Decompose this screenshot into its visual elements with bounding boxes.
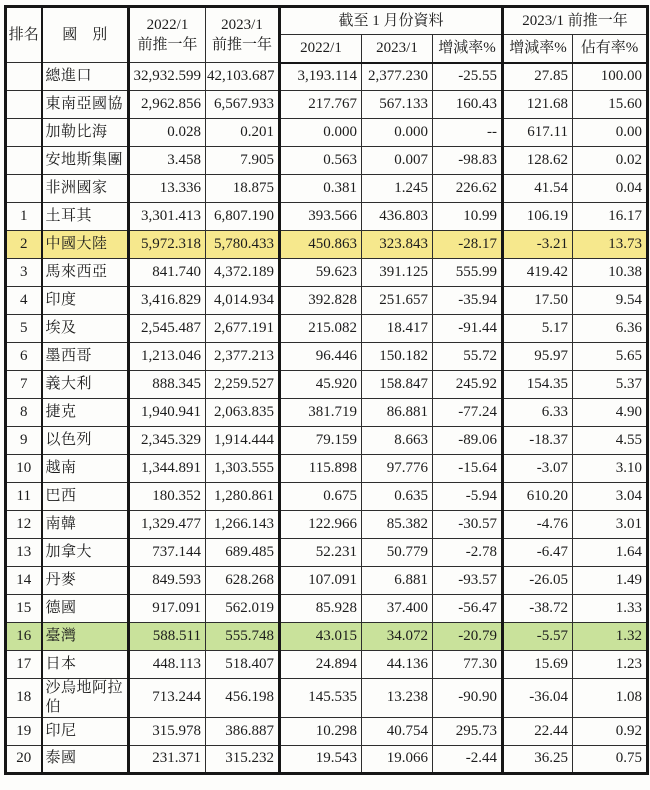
header-2023-prev-year — [206, 7, 280, 63]
country-cell: 臺灣 — [42, 623, 129, 651]
rank-cell: 3 — [6, 259, 42, 287]
value-cell: 323.843 — [362, 231, 433, 259]
value-cell: 13.238 — [362, 679, 433, 718]
value-cell: 0.02 — [573, 147, 648, 175]
value-cell: 3.01 — [573, 511, 648, 539]
value-cell: 86.881 — [362, 399, 433, 427]
value-cell: 3,301.413 — [129, 203, 206, 231]
value-cell: 2,063.835 — [206, 399, 280, 427]
value-cell: 6.33 — [503, 399, 573, 427]
country-cell: 越南 — [42, 455, 129, 483]
rank-cell — [6, 119, 42, 147]
value-cell: -18.37 — [503, 427, 573, 455]
country-cell: 安地斯集團 — [42, 147, 129, 175]
value-cell: 79.159 — [280, 427, 362, 455]
value-cell: 4,014.934 — [206, 287, 280, 315]
value-cell: 6.881 — [362, 567, 433, 595]
value-cell: -6.47 — [503, 539, 573, 567]
value-cell: 3.04 — [573, 483, 648, 511]
value-cell: 5,972.318 — [129, 231, 206, 259]
value-cell: -28.17 — [433, 231, 503, 259]
value-cell: 231.371 — [129, 745, 206, 773]
country-cell: 丹麥 — [42, 567, 129, 595]
country-cell: 東南亞國協 — [42, 91, 129, 119]
value-cell: 1.08 — [573, 679, 648, 718]
value-cell: 128.62 — [503, 147, 573, 175]
value-cell: 0.04 — [573, 175, 648, 203]
value-cell: 7.905 — [206, 147, 280, 175]
country-cell: 加勒比海 — [42, 119, 129, 147]
value-cell: -89.06 — [433, 427, 503, 455]
value-cell: 0.007 — [362, 147, 433, 175]
value-cell: 0.92 — [573, 717, 648, 745]
value-cell: 10.298 — [280, 717, 362, 745]
rank-cell: 19 — [6, 717, 42, 745]
value-cell: 16.17 — [573, 203, 648, 231]
value-cell: 689.485 — [206, 539, 280, 567]
value-cell: 245.92 — [433, 371, 503, 399]
value-cell: 2,962.856 — [129, 91, 206, 119]
country-cell: 馬來西亞 — [42, 259, 129, 287]
rank-cell: 2 — [6, 231, 42, 259]
value-cell: 215.082 — [280, 315, 362, 343]
value-cell: 518.407 — [206, 651, 280, 679]
value-cell: 6.36 — [573, 315, 648, 343]
value-cell: 562.019 — [206, 595, 280, 623]
rank-cell: 13 — [6, 539, 42, 567]
value-cell: 0.381 — [280, 175, 362, 203]
value-cell: 5,780.433 — [206, 231, 280, 259]
value-cell: 85.928 — [280, 595, 362, 623]
value-cell: -4.76 — [503, 511, 573, 539]
value-cell: 0.563 — [280, 147, 362, 175]
country-cell: 捷克 — [42, 399, 129, 427]
rank-cell: 14 — [6, 567, 42, 595]
value-cell: 5.37 — [573, 371, 648, 399]
value-cell: 13.336 — [129, 175, 206, 203]
value-cell: -90.90 — [433, 679, 503, 718]
value-cell: -- — [433, 119, 503, 147]
value-cell: 849.593 — [129, 567, 206, 595]
value-cell: -26.05 — [503, 567, 573, 595]
subheader-jan-change-rate: 增減率% — [433, 35, 503, 63]
value-cell: 106.19 — [503, 203, 573, 231]
country-cell: 印尼 — [42, 717, 129, 745]
value-cell: -36.04 — [503, 679, 573, 718]
value-cell: 77.30 — [433, 651, 503, 679]
value-cell: 36.25 — [503, 745, 573, 773]
country-cell: 總進口 — [42, 63, 129, 91]
country-cell: 非洲國家 — [42, 175, 129, 203]
value-cell: -35.94 — [433, 287, 503, 315]
value-cell: 448.113 — [129, 651, 206, 679]
value-cell: 2,677.191 — [206, 315, 280, 343]
value-cell: 13.73 — [573, 231, 648, 259]
country-cell: 義大利 — [42, 371, 129, 399]
country-cell: 加拿大 — [42, 539, 129, 567]
value-cell: -20.79 — [433, 623, 503, 651]
table-row — [6, 175, 648, 203]
value-cell: 588.511 — [129, 623, 206, 651]
value-cell: 0.00 — [573, 119, 648, 147]
value-cell: 22.44 — [503, 717, 573, 745]
value-cell: 567.133 — [362, 91, 433, 119]
country-cell: 泰國 — [42, 745, 129, 773]
rank-cell: 9 — [6, 427, 42, 455]
value-cell: 15.60 — [573, 91, 648, 119]
value-cell: 5.65 — [573, 343, 648, 371]
value-cell: 3.458 — [129, 147, 206, 175]
value-cell: 1,280.861 — [206, 483, 280, 511]
value-cell: 737.144 — [129, 539, 206, 567]
rank-cell: 17 — [6, 651, 42, 679]
value-cell: 1.23 — [573, 651, 648, 679]
table-row — [6, 371, 648, 399]
table-row — [6, 231, 648, 259]
value-cell: 456.198 — [206, 679, 280, 718]
rank-cell: 11 — [6, 483, 42, 511]
table-row — [6, 147, 648, 175]
value-cell: 3,416.829 — [129, 287, 206, 315]
value-cell: 555.748 — [206, 623, 280, 651]
rank-cell — [6, 147, 42, 175]
value-cell: 158.847 — [362, 371, 433, 399]
header-group-january-data: 截至 1 月份資料 — [280, 7, 503, 35]
value-cell: -98.83 — [433, 147, 503, 175]
value-cell: 5.17 — [503, 315, 573, 343]
value-cell: 450.863 — [280, 231, 362, 259]
value-cell: 1.33 — [573, 595, 648, 623]
value-cell: 217.767 — [280, 91, 362, 119]
value-cell: 145.535 — [280, 679, 362, 718]
value-cell: 386.887 — [206, 717, 280, 745]
value-cell: 24.894 — [280, 651, 362, 679]
import-statistics-table — [4, 5, 649, 775]
country-cell: 墨西哥 — [42, 343, 129, 371]
country-cell: 印度 — [42, 287, 129, 315]
rank-cell: 16 — [6, 623, 42, 651]
value-cell: -91.44 — [433, 315, 503, 343]
value-cell: -25.55 — [433, 63, 503, 91]
value-cell: 1.245 — [362, 175, 433, 203]
country-cell: 沙烏地阿拉伯 — [42, 679, 129, 718]
value-cell: 436.803 — [362, 203, 433, 231]
value-cell: 2,259.527 — [206, 371, 280, 399]
value-cell: 295.73 — [433, 717, 503, 745]
rank-cell: 4 — [6, 287, 42, 315]
value-cell: 6,567.933 — [206, 91, 280, 119]
value-cell: 18.417 — [362, 315, 433, 343]
value-cell: 1,940.941 — [129, 399, 206, 427]
table-row — [6, 679, 648, 718]
table-row — [6, 717, 648, 745]
value-cell: 2,345.329 — [129, 427, 206, 455]
value-cell: 392.828 — [280, 287, 362, 315]
value-cell: 555.99 — [433, 259, 503, 287]
value-cell: 251.657 — [362, 287, 433, 315]
header-country: 國 別 — [42, 7, 129, 63]
table-row — [6, 651, 648, 679]
value-cell: 9.54 — [573, 287, 648, 315]
value-cell: 32,932.599 — [129, 63, 206, 91]
country-cell: 巴西 — [42, 483, 129, 511]
table-row — [6, 259, 648, 287]
country-cell: 以色列 — [42, 427, 129, 455]
value-cell: 0.000 — [280, 119, 362, 147]
value-cell: 122.966 — [280, 511, 362, 539]
value-cell: 1.49 — [573, 567, 648, 595]
value-cell: 0.201 — [206, 119, 280, 147]
value-cell: 1,329.477 — [129, 511, 206, 539]
value-cell: -5.94 — [433, 483, 503, 511]
table-row — [6, 287, 648, 315]
rank-cell — [6, 175, 42, 203]
table-row — [6, 595, 648, 623]
rank-cell: 6 — [6, 343, 42, 371]
subheader-jan-2023: 2023/1 — [362, 35, 433, 63]
value-cell: 180.352 — [129, 483, 206, 511]
value-cell: -38.72 — [503, 595, 573, 623]
value-cell: 15.69 — [503, 651, 573, 679]
value-cell: 121.68 — [503, 91, 573, 119]
table-row — [6, 745, 648, 773]
value-cell: -2.44 — [433, 745, 503, 773]
table-body — [6, 63, 648, 774]
table-row — [6, 343, 648, 371]
header-2023-prev-year-line2: 前推一年 — [211, 37, 272, 53]
value-cell: -56.47 — [433, 595, 503, 623]
header-rank: 排名 — [6, 7, 42, 63]
table-row — [6, 511, 648, 539]
value-cell: 37.400 — [362, 595, 433, 623]
table-row — [6, 623, 648, 651]
value-cell: 628.268 — [206, 567, 280, 595]
value-cell: 2,377.230 — [362, 63, 433, 91]
rank-cell: 1 — [6, 203, 42, 231]
value-cell: 419.42 — [503, 259, 573, 287]
value-cell: -77.24 — [433, 399, 503, 427]
table-row — [6, 119, 648, 147]
value-cell: 41.54 — [503, 175, 573, 203]
value-cell: -5.57 — [503, 623, 573, 651]
value-cell: 4,372.189 — [206, 259, 280, 287]
table-row — [6, 91, 648, 119]
header-group-2023-prev-year: 2023/1 前推一年 — [503, 7, 648, 35]
country-cell: 南韓 — [42, 511, 129, 539]
country-cell: 土耳其 — [42, 203, 129, 231]
value-cell: 95.97 — [503, 343, 573, 371]
value-cell: 50.779 — [362, 539, 433, 567]
value-cell: 115.898 — [280, 455, 362, 483]
country-cell: 德國 — [42, 595, 129, 623]
value-cell: 18.875 — [206, 175, 280, 203]
value-cell: 610.20 — [503, 483, 573, 511]
value-cell: 315.232 — [206, 745, 280, 773]
value-cell: 2,377.213 — [206, 343, 280, 371]
subheader-jan-2022: 2022/1 — [280, 35, 362, 63]
value-cell: 19.066 — [362, 745, 433, 773]
header-2023-prev-year-line1: 2023/1 — [221, 16, 263, 33]
table-row — [6, 315, 648, 343]
table-row — [6, 399, 648, 427]
table-row — [6, 483, 648, 511]
rank-cell — [6, 63, 42, 91]
value-cell: 226.62 — [433, 175, 503, 203]
value-cell: 85.382 — [362, 511, 433, 539]
value-cell: -3.07 — [503, 455, 573, 483]
value-cell: 3,193.114 — [280, 63, 362, 91]
value-cell: 391.125 — [362, 259, 433, 287]
rank-cell: 7 — [6, 371, 42, 399]
value-cell: 1,266.143 — [206, 511, 280, 539]
rank-cell: 12 — [6, 511, 42, 539]
table-row — [6, 455, 648, 483]
value-cell: 45.920 — [280, 371, 362, 399]
value-cell: 59.623 — [280, 259, 362, 287]
value-cell: 40.754 — [362, 717, 433, 745]
value-cell: 42,103.687 — [206, 63, 280, 91]
rank-cell: 8 — [6, 399, 42, 427]
value-cell: 381.719 — [280, 399, 362, 427]
value-cell: -2.78 — [433, 539, 503, 567]
value-cell: 0.000 — [362, 119, 433, 147]
value-cell: 10.38 — [573, 259, 648, 287]
value-cell: 2,545.487 — [129, 315, 206, 343]
header-2022-prev-year-line1: 2022/1 — [146, 16, 189, 33]
table-row — [6, 203, 648, 231]
value-cell: 160.43 — [433, 91, 503, 119]
value-cell: 617.11 — [503, 119, 573, 147]
rank-cell: 10 — [6, 455, 42, 483]
table-row — [6, 63, 648, 91]
value-cell: 17.50 — [503, 287, 573, 315]
value-cell: 34.072 — [362, 623, 433, 651]
value-cell: 44.136 — [362, 651, 433, 679]
value-cell: 8.663 — [362, 427, 433, 455]
rank-cell: 20 — [6, 745, 42, 773]
value-cell: 1.32 — [573, 623, 648, 651]
value-cell: 0.635 — [362, 483, 433, 511]
header-2022-prev-year-line2: 前推一年 — [137, 37, 198, 53]
country-cell: 日本 — [42, 651, 129, 679]
rank-cell: 18 — [6, 679, 42, 718]
value-cell: 4.90 — [573, 399, 648, 427]
value-cell: 96.446 — [280, 343, 362, 371]
value-cell: 154.35 — [503, 371, 573, 399]
value-cell: 150.182 — [362, 343, 433, 371]
subheader-prev-share-rate: 佔有率% — [573, 35, 648, 63]
value-cell: -15.64 — [433, 455, 503, 483]
rank-cell — [6, 91, 42, 119]
value-cell: 27.85 — [503, 63, 573, 91]
value-cell: 1.64 — [573, 539, 648, 567]
value-cell: 1,344.891 — [129, 455, 206, 483]
header-2022-prev-year — [129, 7, 206, 63]
value-cell: 52.231 — [280, 539, 362, 567]
value-cell: 55.72 — [433, 343, 503, 371]
value-cell: 19.543 — [280, 745, 362, 773]
value-cell: 1,213.046 — [129, 343, 206, 371]
value-cell: -93.57 — [433, 567, 503, 595]
value-cell: 841.740 — [129, 259, 206, 287]
table-row — [6, 539, 648, 567]
value-cell: 0.75 — [573, 745, 648, 773]
value-cell: 97.776 — [362, 455, 433, 483]
value-cell: 3.10 — [573, 455, 648, 483]
table-row — [6, 567, 648, 595]
value-cell: 107.091 — [280, 567, 362, 595]
value-cell: 315.978 — [129, 717, 206, 745]
table-header — [6, 7, 648, 63]
rank-cell: 15 — [6, 595, 42, 623]
value-cell: -3.21 — [503, 231, 573, 259]
value-cell: 100.00 — [573, 63, 648, 91]
value-cell: 917.091 — [129, 595, 206, 623]
value-cell: 43.015 — [280, 623, 362, 651]
value-cell: 10.99 — [433, 203, 503, 231]
value-cell: -30.57 — [433, 511, 503, 539]
value-cell: 1,303.555 — [206, 455, 280, 483]
value-cell: 6,807.190 — [206, 203, 280, 231]
value-cell: 4.55 — [573, 427, 648, 455]
value-cell: 888.345 — [129, 371, 206, 399]
value-cell: 1,914.444 — [206, 427, 280, 455]
country-cell: 埃及 — [42, 315, 129, 343]
rank-cell: 5 — [6, 315, 42, 343]
value-cell: 713.244 — [129, 679, 206, 718]
subheader-prev-change-rate: 增減率% — [503, 35, 573, 63]
value-cell: 0.675 — [280, 483, 362, 511]
value-cell: 0.028 — [129, 119, 206, 147]
country-cell: 中國大陸 — [42, 231, 129, 259]
table-row — [6, 427, 648, 455]
value-cell: 393.566 — [280, 203, 362, 231]
